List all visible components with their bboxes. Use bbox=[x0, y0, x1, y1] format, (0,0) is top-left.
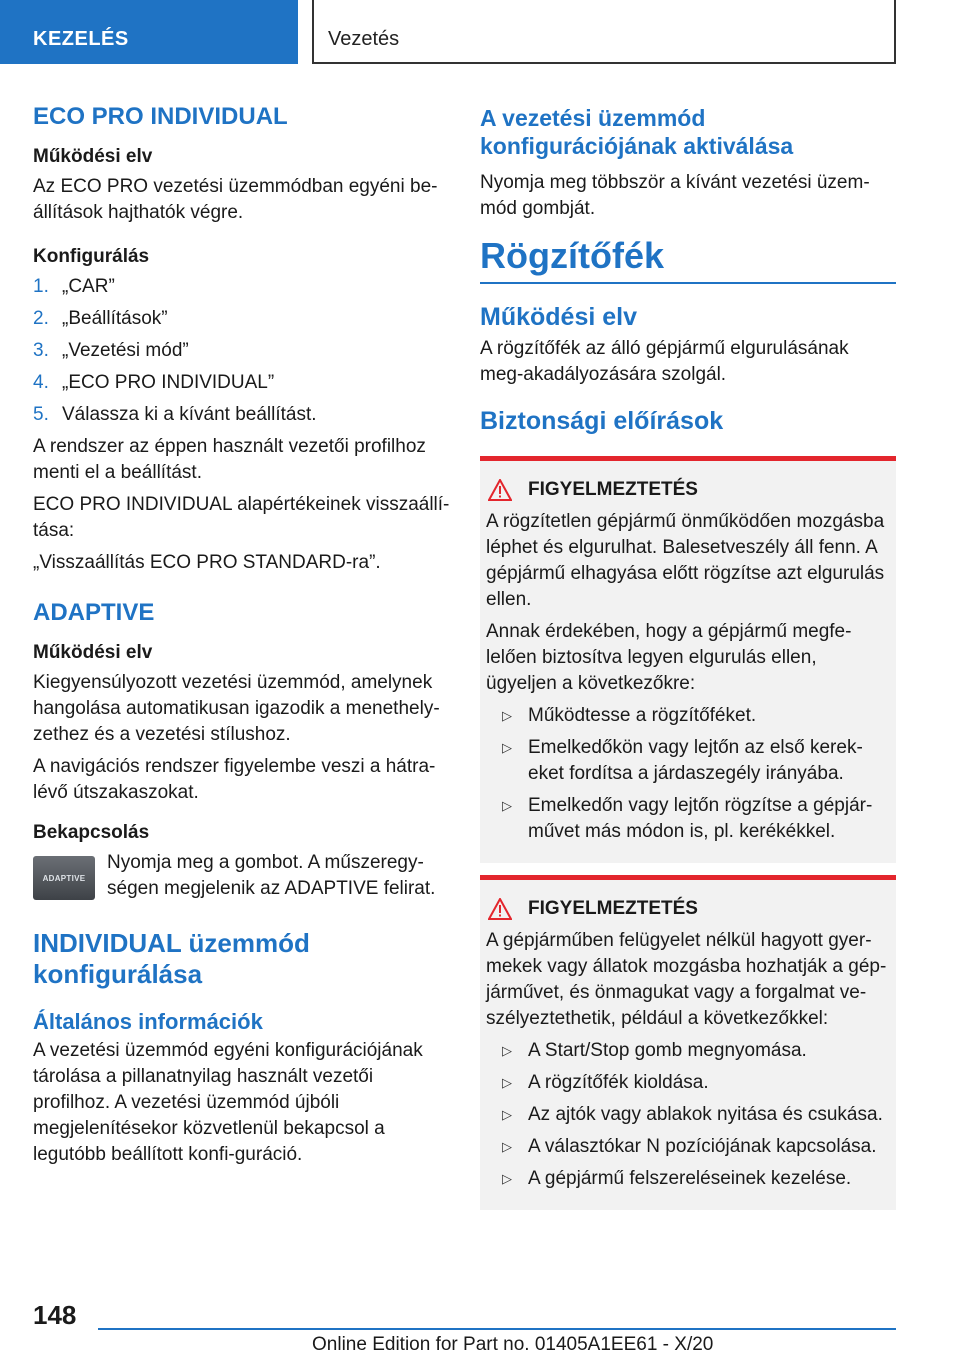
warning-triangle-icon bbox=[488, 898, 512, 920]
warning-header bbox=[486, 898, 888, 920]
bullet-triangle-icon: ▷ bbox=[502, 1075, 512, 1090]
list-item bbox=[502, 1166, 888, 1192]
list-item-text: A rögzítőfék kioldása. bbox=[528, 1072, 709, 1093]
list-item bbox=[502, 1038, 888, 1064]
list-item-text: Emelkedőkön vagy lejtőn az első kerek-eket fordítsa a járdaszegély irányába. bbox=[528, 737, 863, 784]
adaptive-button-image: ADAPTIVE bbox=[33, 856, 95, 900]
step-text: „CAR” bbox=[62, 276, 115, 297]
config-step bbox=[33, 306, 451, 332]
warning-list bbox=[486, 703, 888, 845]
warning-text-2: Annak érdekében, hogy a gépjármű megfe-lelően biztosítva legyen elgurulás ellen, ügyeljen a következőkre: bbox=[486, 621, 852, 694]
list-item bbox=[502, 703, 888, 729]
list-item-text: Az ajtók vagy ablakok nyitása és csukása. bbox=[528, 1104, 883, 1125]
warning-box-2 bbox=[480, 875, 896, 1210]
parking-brake-title: Rögzítőfék bbox=[480, 234, 896, 284]
bullet-triangle-icon: ▷ bbox=[502, 1139, 512, 1154]
bullet-triangle-icon: ▷ bbox=[502, 1171, 512, 1186]
step-number: 1. bbox=[33, 276, 49, 297]
bullet-triangle-icon: ▷ bbox=[502, 1107, 512, 1122]
step-text: „Beállítások” bbox=[62, 308, 168, 329]
section-tab: KEZELÉS bbox=[0, 0, 298, 64]
save-text: A rendszer az éppen használt vezetői profilhoz menti el a beállítást. bbox=[33, 436, 426, 483]
warning-text-1: A gépjárműben felügyelet nélkül hagyott gyer-mekek vagy állatok mozgásba hozhatják a gép-járművet, és önmagukat vagy a forgalmat ve-szélyeztethetik, például a következőkkel: bbox=[486, 930, 887, 1029]
step-number: 5. bbox=[33, 404, 49, 425]
brake-principle-heading: Működési elv bbox=[480, 303, 637, 331]
adaptive-text-1: Kiegyensúlyozott vezetési üzemmód, amelynek hangolása automatikusan igazodik a menethely-zethez és a vezetési stílushoz. bbox=[33, 672, 440, 745]
page-number: 148 bbox=[33, 1300, 77, 1330]
footer-edition-text: Online Edition for Part no. 01405A1EE61 - X/20 bbox=[312, 1334, 714, 1355]
warning-text-1: A rögzítetlen gépjármű önműködően mozgásba léphet és elgurulhat. Balesetveszély áll fenn. A gépjármű elhagyása előtt rögzítse azt elgurulás ellen. bbox=[486, 511, 885, 610]
safety-heading: Biztonsági előírások bbox=[480, 407, 724, 435]
principle-heading: Működési elv bbox=[33, 146, 153, 167]
list-item-text: Működtesse a rögzítőféket. bbox=[528, 705, 757, 726]
list-item bbox=[502, 735, 888, 787]
list-item bbox=[502, 793, 888, 845]
step-text: „Vezetési mód” bbox=[62, 340, 189, 361]
footer-divider bbox=[98, 1328, 896, 1330]
list-item bbox=[502, 1102, 888, 1128]
list-item-text: A választókar N pozíciójának kapcsolása. bbox=[528, 1136, 877, 1157]
config-steps-list bbox=[33, 274, 451, 428]
step-number: 3. bbox=[33, 340, 49, 361]
warning-box-1 bbox=[480, 456, 896, 863]
adaptive-text-2: A navigációs rendszer figyelembe veszi a hátra-lévő útszakaszokat. bbox=[33, 756, 436, 803]
warning-list bbox=[486, 1038, 888, 1192]
left-column bbox=[33, 100, 451, 1174]
activate-config-heading: A vezetési üzemmód konfigurációjának aktiválása bbox=[480, 105, 794, 159]
step-number: 2. bbox=[33, 308, 49, 329]
switch-on-heading: Bekapcsolás bbox=[33, 822, 150, 843]
eco-pro-individual-heading: ECO PRO INDIVIDUAL bbox=[33, 103, 288, 130]
list-item bbox=[502, 1070, 888, 1096]
list-item-text: Emelkedőn vagy lejtőn rögzítse a gépjár-művet más módon is, pl. kerékékkel. bbox=[528, 795, 873, 842]
config-heading: Konfigurálás bbox=[33, 246, 150, 267]
config-step bbox=[33, 274, 451, 300]
chapter-title: Vezetés bbox=[312, 0, 896, 64]
activate-config-text: Nyomja meg többször a kívánt vezetési üzem-mód gombját. bbox=[480, 172, 870, 219]
config-step bbox=[33, 338, 451, 364]
individual-config-heading: INDIVIDUAL üzemmód konfigurálása bbox=[33, 928, 310, 989]
adaptive-button-row bbox=[33, 850, 451, 908]
config-step bbox=[33, 402, 451, 428]
warning-header bbox=[486, 479, 888, 501]
warning-title: FIGYELMEZTETÉS bbox=[528, 479, 698, 500]
general-info-text: A vezetési üzemmód egyéni konfigurációjának tárolása a pillanatnyilag használt vezetői profilhoz. A vezetési üzemmód újbóli megjelenítésekor közvetlenül bekapcsol a legutóbb beállított konfi-guráció. bbox=[33, 1040, 423, 1165]
list-item bbox=[502, 1134, 888, 1160]
brake-principle-text: A rögzítőfék az álló gépjármű elgurulásának meg-akadályozására szolgál. bbox=[480, 338, 849, 385]
reset-value: „Visszaállítás ECO PRO STANDARD-ra”. bbox=[33, 552, 381, 573]
bullet-triangle-icon: ▷ bbox=[502, 708, 512, 723]
general-info-heading: Általános információk bbox=[33, 1009, 263, 1034]
list-item-text: A gépjármű felszereléseinek kezelése. bbox=[528, 1168, 852, 1189]
adaptive-principle-heading: Működési elv bbox=[33, 642, 153, 663]
config-step bbox=[33, 370, 451, 396]
warning-triangle-icon bbox=[488, 479, 512, 501]
right-column bbox=[480, 100, 896, 1222]
step-number: 4. bbox=[33, 372, 49, 393]
bullet-triangle-icon: ▷ bbox=[502, 740, 512, 755]
adaptive-heading: ADAPTIVE bbox=[33, 599, 155, 626]
bullet-triangle-icon: ▷ bbox=[502, 798, 512, 813]
step-text: Válassza ki a kívánt beállítást. bbox=[62, 404, 317, 425]
step-text: „ECO PRO INDIVIDUAL” bbox=[62, 372, 275, 393]
bullet-triangle-icon: ▷ bbox=[502, 1043, 512, 1058]
switch-on-text: Nyomja meg a gombot. A műszeregy-ségen megjelenik az ADAPTIVE felirat. bbox=[107, 852, 436, 899]
reset-text: ECO PRO INDIVIDUAL alapértékeinek visszaállí-tása: bbox=[33, 494, 450, 541]
principle-text: Az ECO PRO vezetési üzemmódban egyéni be-állítások hajthatók végre. bbox=[33, 176, 438, 223]
warning-title: FIGYELMEZTETÉS bbox=[528, 898, 698, 919]
list-item-text: A Start/Stop gomb megnyomása. bbox=[528, 1040, 807, 1061]
